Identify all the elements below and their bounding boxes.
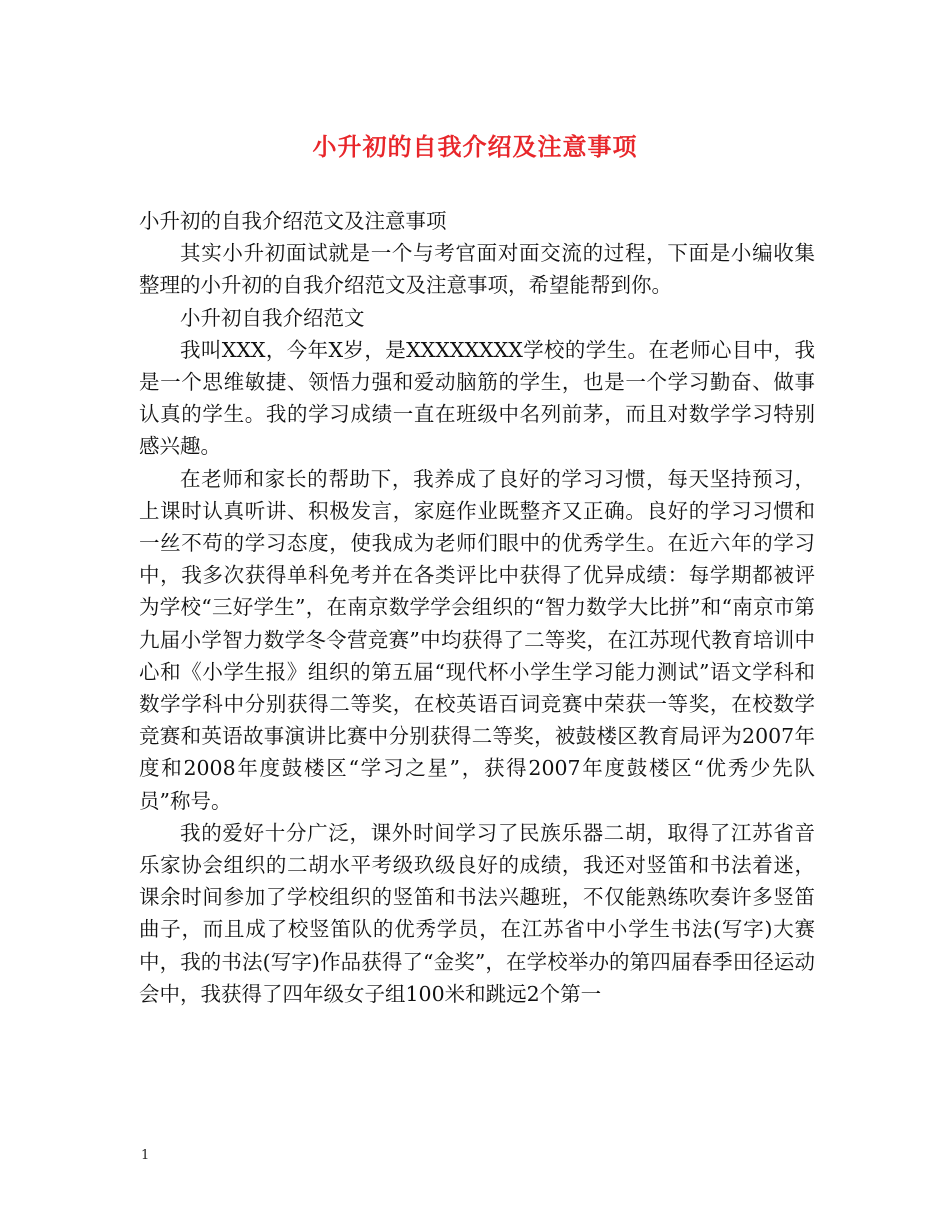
paragraph-study-habits: 在老师和家长的帮助下，我养成了良好的学习习惯，每天坚持预习，上课时认真听讲、积极发言，家庭作业既整齐又正确。良好的学习习惯和一丝不苟的学习态度，使我成为老师们眼中的优秀学生。在近六年的学习中，我多次获得单科免考并在各类评比中获得了优异成绩：每学期都被评为学校“三好学生”，在南京数学学会组织的“智力数学大比拼”和“南京市第九届小学智力数学冬令营竞赛”中均获得了二等奖，在江苏现代教育培训中心和《小学生报》组织的第五届“现代杯小学生学习能力测试”语文学科和数学学科中分别获得二等奖，在校英语百词竞赛中荣获一等奖，在校数学竞赛和英语故事演讲比赛中分别获得二等奖，被鼓楼区教育局评为2007年度和2008年度鼓楼区“学习之星”，获得2007年度鼓楼区“优秀少先队员”称号。 [139,466,815,813]
document-title: 小升初的自我介绍及注意事项 [312,132,638,161]
paragraph-hobbies: 我的爱好十分广泛，课外时间学习了民族乐器二胡，取得了江苏省音乐家协会组织的二胡水平考级玖级良好的成绩，我还对竖笛和书法着迷，课余时间参加了学校组织的竖笛和书法兴趣班，不仅能熟练吹奏许多竖笛曲子，而且成了校竖笛队的优秀学员，在江苏省中小学生书法(写字)大赛中，我的书法(写字)作品获得了“金奖”，在学校举办的第四届春季田径运动会中，我获得了四年级女子组100米和跳远2个第一 [139,820,815,1006]
paragraph-intro: 其实小升初面试就是一个与考官面对面交流的过程，下面是小编收集整理的小升初的自我介绍范文及注意事项，希望能帮到你。 [139,241,815,298]
document-body [139,205,815,1010]
paragraph-heading: 小升初自我介绍范文 [180,305,365,330]
paragraph-self-intro: 我叫XXX，今年X岁，是XXXXXXXX学校的学生。在老师心目中，我是一个思维敏捷、领悟力强和爱动脑筋的学生，也是一个学习勤奋、做事认真的学生。我的学习成绩一直在班级中名列前茅，而且对数学学习特别感兴趣。 [139,337,815,459]
page-number: 1 [141,1148,150,1163]
paragraph-subtitle: 小升初的自我介绍范文及注意事项 [139,209,447,233]
